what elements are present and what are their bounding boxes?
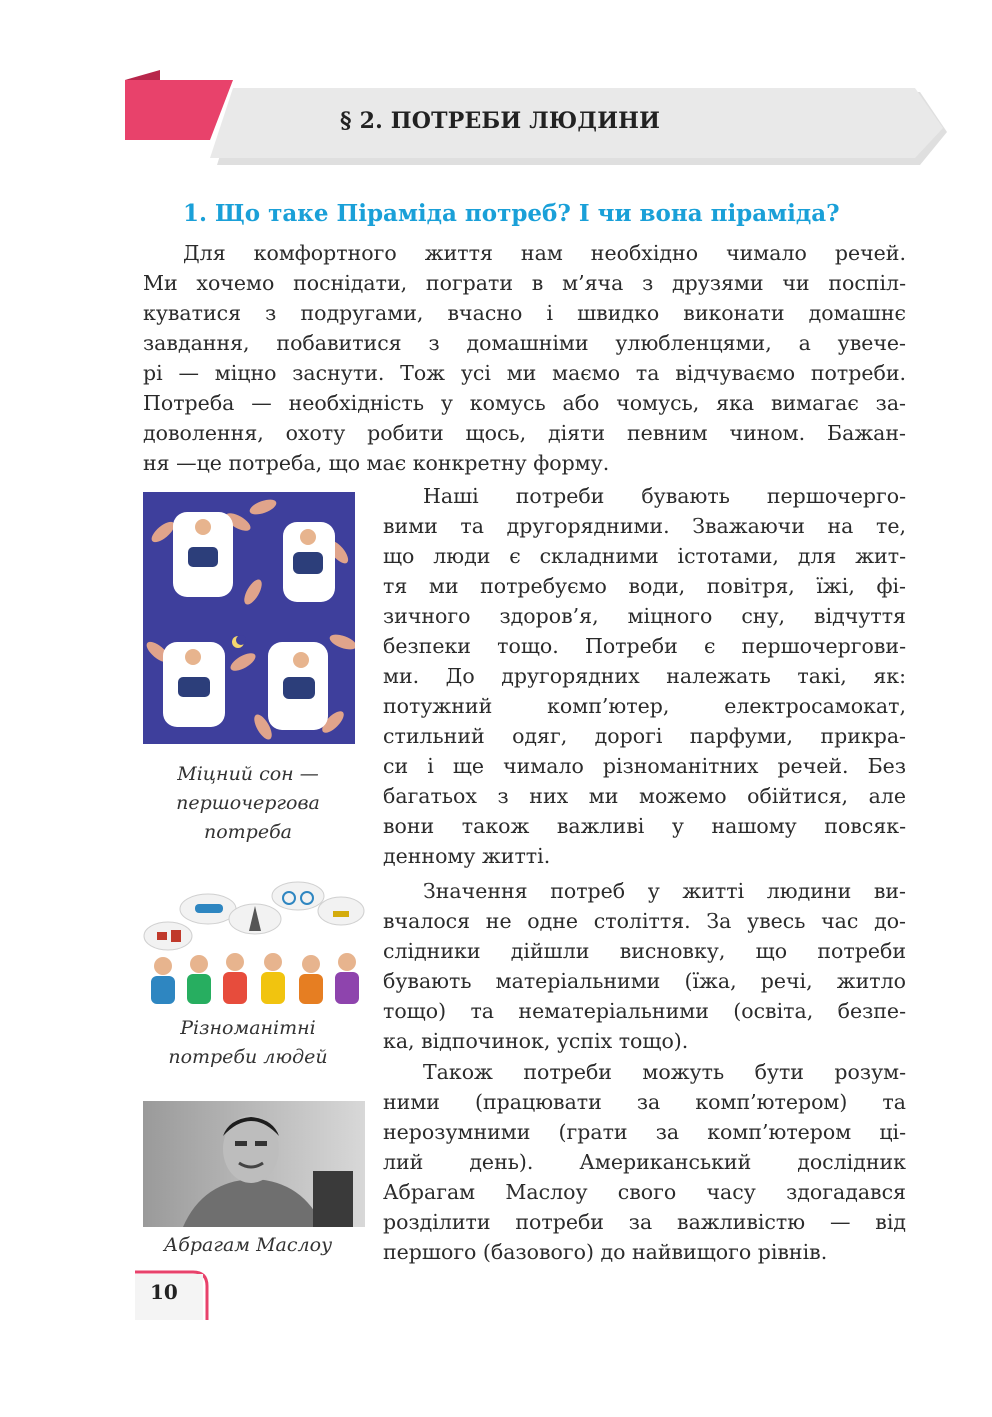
text-line: рі — міцно заснути. Тож усі ми маємо та відчуваємо потреби. [143, 361, 906, 385]
text-line: Для комфортного життя нам необхідно чимало речей. [183, 241, 906, 265]
text-line: си і ще чимало різноманітних речей. Без [383, 754, 906, 778]
text-line: вони також важливі у нашому повсяк- [383, 814, 906, 838]
text-line: нерозумними (грати за комп’ютером ці- [383, 1120, 906, 1144]
text-line: розділити потреби за важливістю — від [383, 1210, 906, 1234]
text-line: Потреба — необхідність у комусь або чомусь, яка вимагає за- [143, 391, 906, 415]
text-line: вими та другорядними. Зважаючи на те, [383, 514, 906, 538]
text-line: стильний одяг, дорогі парфуми, прикра- [383, 724, 906, 748]
text-line: ка, відпочинок, успіх тощо). [383, 1029, 689, 1053]
text-line: лий день). Американський дослідник [383, 1150, 906, 1174]
text-line: бувають матеріальними (їжа, речі, житло [383, 969, 906, 993]
text-line: ними (працювати за комп’ютером) та [383, 1090, 906, 1114]
text-line: багатьох з них ми можемо обійтися, але [383, 784, 906, 808]
text-line: ми. До другорядних належать такі, як: [383, 664, 906, 688]
text-line: що люди є складними істотами, для жит- [383, 544, 906, 568]
text-line: денному житті. [383, 844, 551, 868]
text-line: вчалося не одне століття. За увесь час до- [383, 909, 906, 933]
text-line: Ми хочемо поснідати, пограти в м’яча з друзями чи поспіл- [143, 271, 906, 295]
text-line: куватися з подругами, вчасно і швидко виконати домашнє [143, 301, 906, 325]
text-line: Абрагам Маслоу свого часу здогадався [383, 1180, 906, 1204]
page-number: 10 [150, 1280, 178, 1304]
caption-maslow: Абрагам Маслоу [163, 1234, 333, 1256]
text-line: ня —це потреба, що має конкретну форму. [143, 451, 610, 475]
text-line: Також потреби можуть бути розум- [423, 1060, 906, 1084]
text-line: Наші потреби бувають першочерго- [423, 484, 906, 508]
text-line: Значення потреб у житті людини ви- [423, 879, 906, 903]
text-line: безпеки тощо. Потреби є першочергови- [383, 634, 906, 658]
caption-people: Різноманітні потреби людей [168, 1017, 328, 1068]
section-heading: 1. Що таке Піраміда потреб? І чи вона піраміда? [183, 200, 840, 227]
text-line: зичного здоров’я, міцного сну, відчуття [383, 604, 906, 628]
chapter-title: § 2. ПОТРЕБИ ЛЮДИНИ [340, 108, 661, 134]
maslow-photo [143, 1101, 365, 1227]
text-line: тя ми потребуємо води, повітря, їжі, фі- [383, 574, 906, 598]
text-line: першого (базового) до найвищого рівнів. [383, 1240, 828, 1264]
caption-sleep: Міцний сон — першочергова потреба [176, 763, 320, 843]
people-needs-illustration [143, 876, 365, 1004]
text-line: потужний комп’ютер, електросамокат, [383, 694, 906, 718]
text-line: завдання, побавитися з домашніми улюбленцями, а увече- [143, 331, 906, 355]
text-line: доволення, охоту робити щось, діяти певним чином. Бажан- [143, 421, 906, 445]
text-line: тощо) та нематеріальними (освіта, безпе- [383, 999, 906, 1023]
sleep-illustration [143, 492, 355, 744]
chapter-header [125, 70, 950, 170]
text-line: слідники дійшли висновку, що потреби [383, 939, 906, 963]
